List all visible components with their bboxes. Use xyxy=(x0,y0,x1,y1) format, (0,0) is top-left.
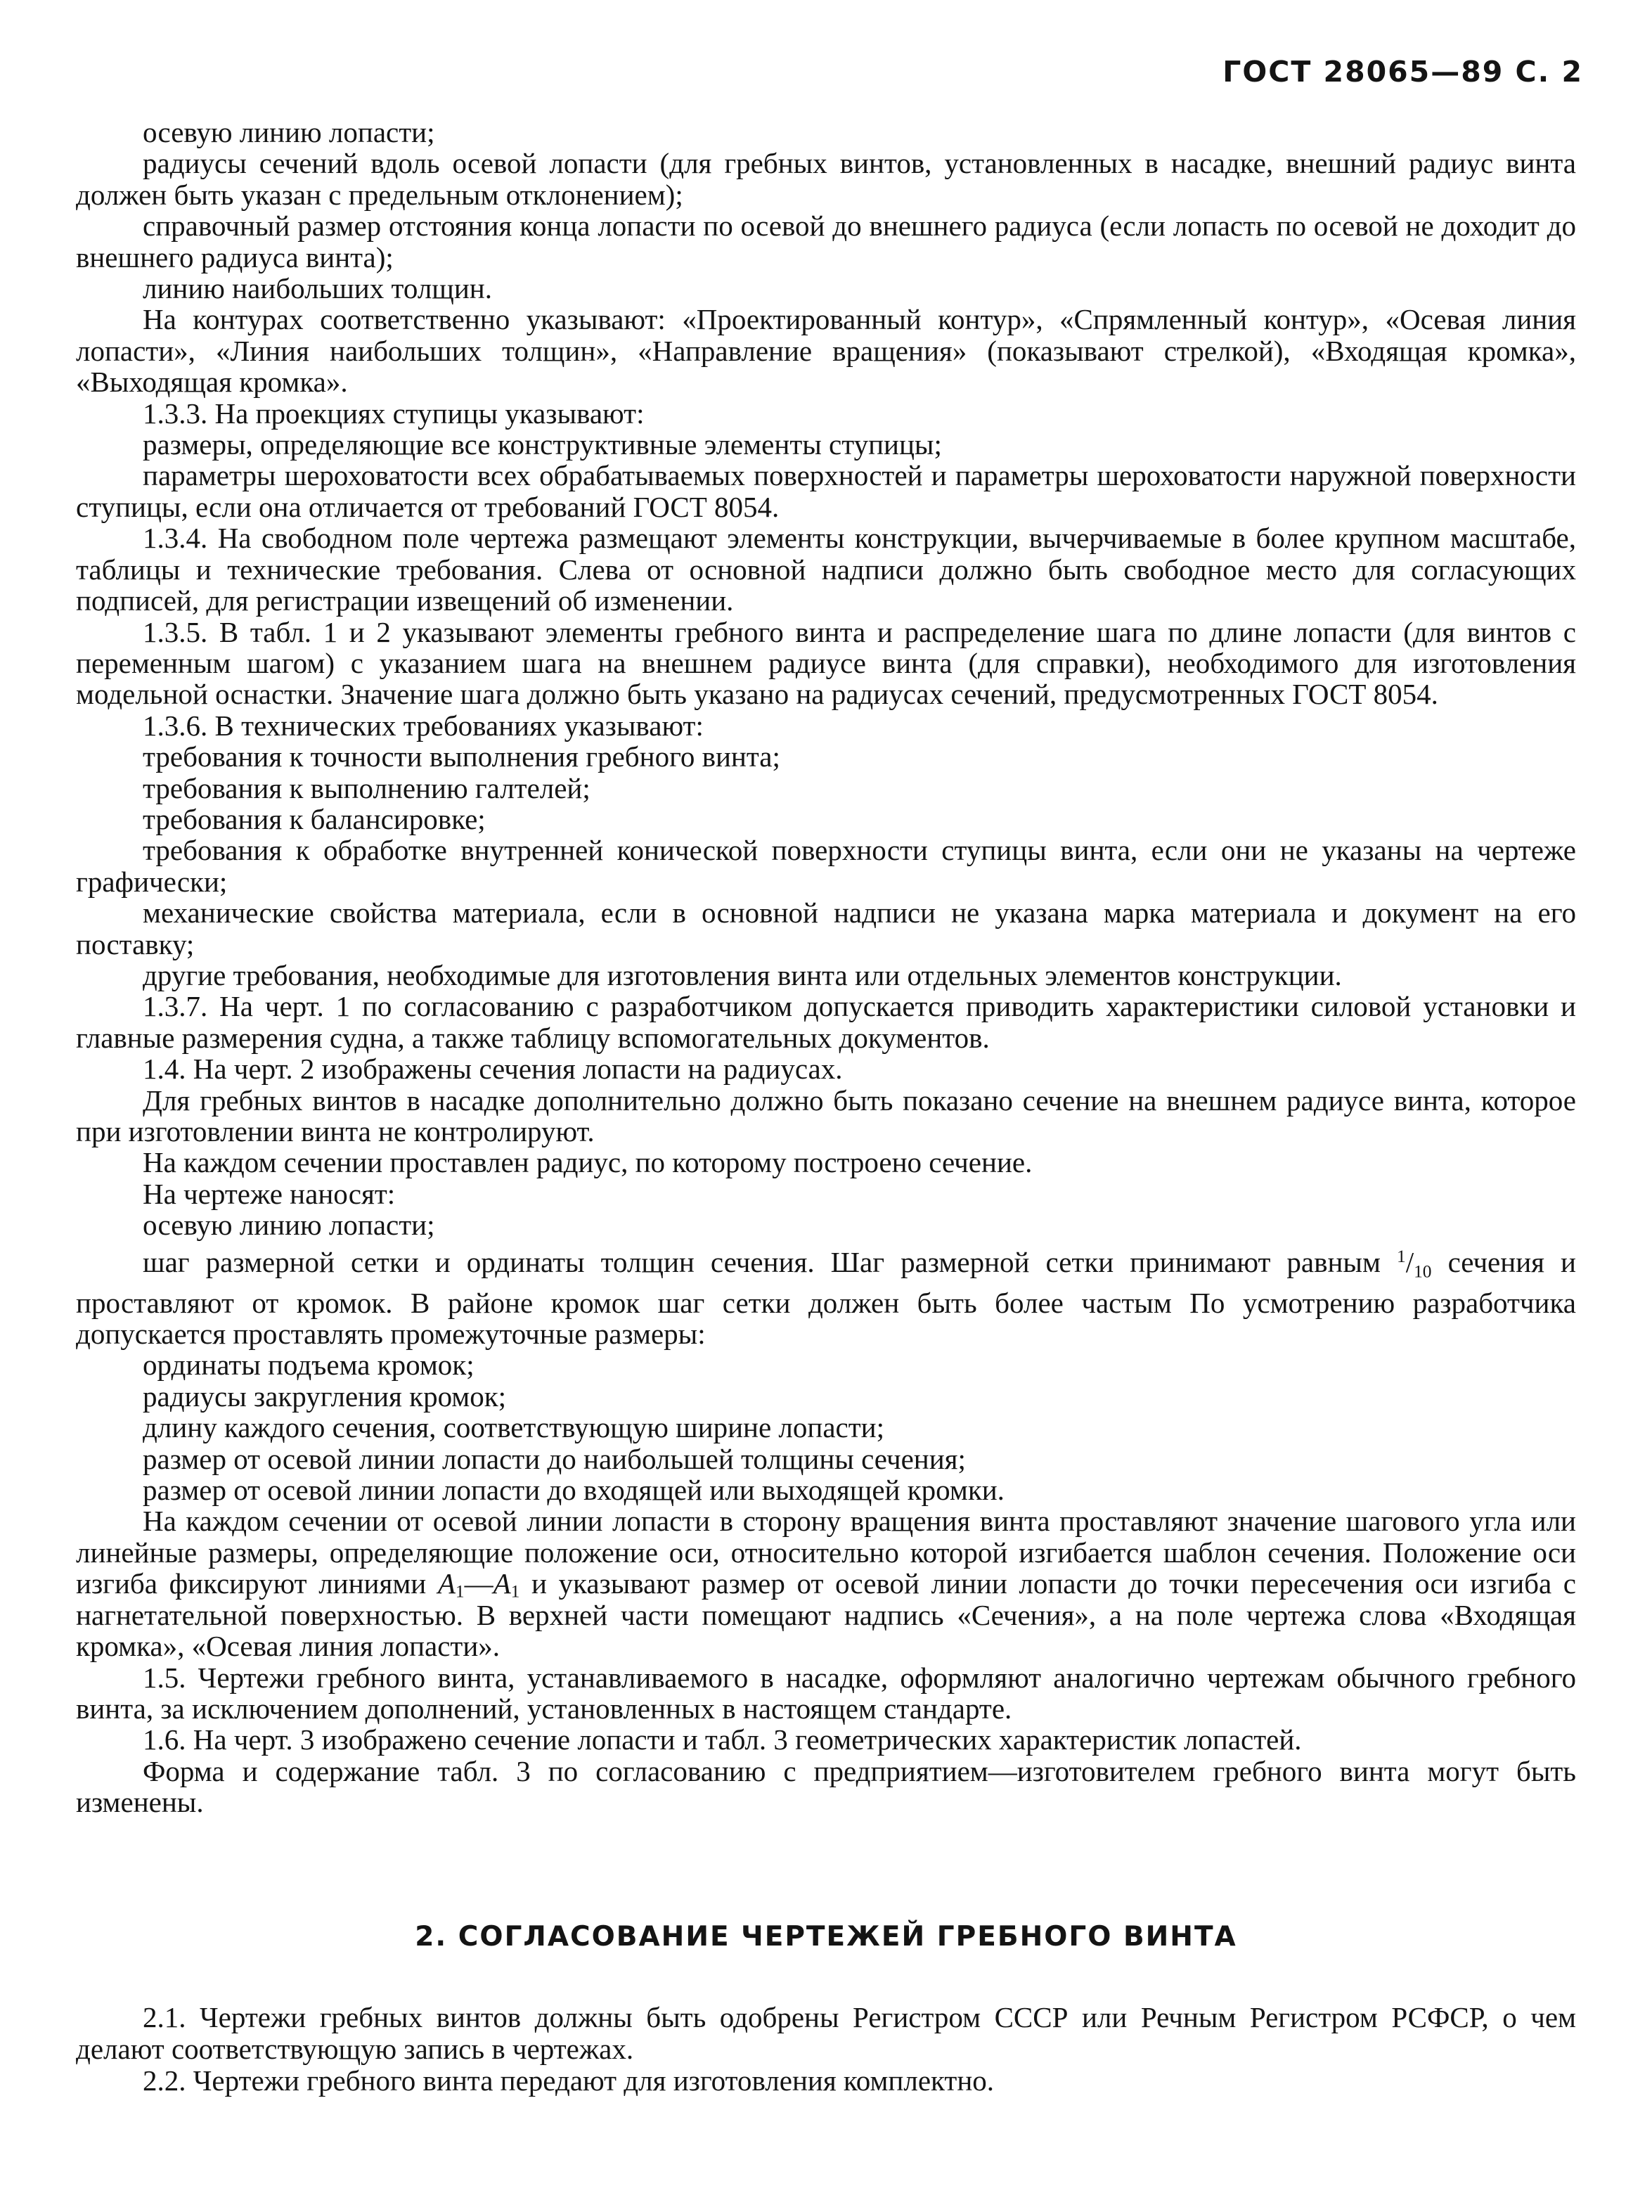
fraction-denominator: 10 xyxy=(1414,1261,1432,1282)
paragraph: 1.3.5. В табл. 1 и 2 указывают элементы гребного винта и распределение шага по длине лопасти (для винтов с переменным шагом) с указанием шага на внешнем радиусе винта (для справки), необходимого для изготовления модельной оснастки. Значение шага должно быть указано на радиусах сечений, предусмотренных ГОСТ 8054. xyxy=(76,615,1576,711)
dash: — xyxy=(464,1567,493,1600)
paragraph: На каждом сечении проставлен радиус, по которому построено сечение. xyxy=(143,1146,1033,1179)
paragraph: радиусы сечений вдоль осевой лопасти (для гребных винтов, установленных в насадке, внешний радиус винта должен быть указан с предельным отклонением); xyxy=(76,147,1576,211)
paragraph: Форма и содержание табл. 3 по согласованию с предприятием—изготовителем гребного винта могут быть изменены. xyxy=(76,1754,1576,1819)
text-run: шаг размерной сетки и ординаты толщин сечения. Шаг размерной сетки принимают равным xyxy=(143,1245,1381,1278)
paragraph: справочный размер отстояния конца лопасти по осевой до внешнего радиуса (если лопасть по осевой не доходит до внешнего радиуса винта); xyxy=(76,210,1576,274)
document-body xyxy=(76,117,1576,1818)
paragraph: 1.3.7. На черт. 1 по согласованию с разработчиком допускается приводить характеристики силовой установки и главные размерения судна, а также таблицу вспомогательных документов. xyxy=(76,990,1576,1054)
paragraph: 1.3.6. В технических требованиях указывают: xyxy=(143,709,704,742)
subscript: 1 xyxy=(510,1581,520,1602)
fraction-numerator: 1 xyxy=(1396,1246,1406,1266)
paragraph: 1.6. На черт. 3 изображено сечение лопасти и табл. 3 геометрических характеристик лопастей. xyxy=(143,1723,1302,1756)
paragraph: параметры шероховатости всех обрабатываемых поверхностей и параметры шероховатости наружной поверхности ступицы, если она отличается от требований ГОСТ 8054. xyxy=(76,459,1576,523)
paragraph-bend-axis xyxy=(76,1505,1576,1661)
page-header: ГОСТ 28065—89 С. 2 xyxy=(1222,55,1583,89)
text-run: На каждом сечении от осевой линии лопасти в сторону вращения винта проставляют значение шагового угла или линейные размеры, определяющие положение оси, относительно которой изгибается шаблон сечения. Положение оси изгиба фиксируют линиями xyxy=(76,1505,1576,1600)
paragraph: 1.3.4. На свободном поле чертежа размещают элементы конструкции, вычерчиваемые в более крупном масштабе, таблицы и технические требования. Слева от основной надписи должно быть свободное место для согласующих подписей, для регистрации извещений об изменении. xyxy=(76,522,1576,617)
paragraph: 1.5. Чертежи гребного винта, устанавливаемого в насадке, оформляют аналогично чертежам обычного гребного винта, за исключением дополнений, установленных в настоящем стандарте. xyxy=(76,1661,1576,1725)
text-run: и указывают размер от осевой линии лопасти до точки пересечения оси изгиба с нагнетательной поверхностью. В верхней части помещают надпись «Сечения», а на поле чертежа слова «Входящая кромка», «Осевая линия лопасти». xyxy=(76,1567,1577,1663)
paragraph: 1.3.3. На проекциях ступицы указывают: xyxy=(143,397,645,430)
paragraph-grid-step xyxy=(76,1241,1576,1350)
section-title: 2. СОГЛАСОВАНИЕ ЧЕРТЕЖЕЙ ГРЕБНОГО ВИНТА xyxy=(415,1921,1237,1953)
paragraph: осевую линию лопасти; xyxy=(143,116,435,148)
paragraph: размеры, определяющие все конструктивные элементы ступицы; xyxy=(143,428,942,461)
paragraph: ординаты подъема кромок; xyxy=(143,1349,475,1382)
text-run: сечения и проставляют от кромок. В районе кромок шаг сетки должен быть более частым По усмотрению разработчика допускается проставлять промежуточные размеры: xyxy=(76,1245,1576,1351)
paragraph: 2.2. Чертежи гребного винта передают для изготовления комплектно. xyxy=(143,2064,995,2097)
paragraph: осевую линию лопасти; xyxy=(143,1209,435,1242)
section-2-body xyxy=(76,2002,1576,2097)
paragraph: размер от осевой линии лопасти до наибольшей толщины сечения; xyxy=(143,1442,966,1475)
paragraph: 2.1. Чертежи гребных винтов должны быть одобрены Регистром СССР или Речным Регистром РСФСР, о чем делают соответствующую запись в чертежах. xyxy=(76,2001,1576,2065)
paragraph: 1.4. На черт. 2 изображены сечения лопасти на радиусах. xyxy=(143,1053,843,1086)
paragraph: требования к точности выполнения гребного винта; xyxy=(143,740,780,773)
paragraph: длину каждого сечения, соответствующую ширине лопасти; xyxy=(143,1411,884,1444)
paragraph: Для гребных винтов в насадке дополнительно должно быть показано сечение на внешнем радиусе винта, которое при изготовлении винта не контролируют. xyxy=(76,1084,1576,1147)
paragraph: другие требования, необходимые для изготовления винта или отдельных элементов конструкции. xyxy=(143,958,1342,991)
paragraph: требования к балансировке; xyxy=(143,802,486,835)
paragraph: На чертеже наносят: xyxy=(143,1177,396,1210)
paragraph: размер от осевой линии лопасти до входящей или выходящей кромки. xyxy=(143,1474,1005,1507)
paragraph: линию наибольших толщин. xyxy=(143,272,492,305)
paragraph: требования к обработке внутренней конической поверхности ступицы винта, если они не указаны на чертеже графически; xyxy=(76,834,1576,898)
fraction: $^1$/10 xyxy=(1396,1245,1432,1282)
paragraph: На контурах соответственно указывают: «Проектированный контур», «Спрямленный контур», «Осевая линия лопасти», «Линия наибольших толщин», «Направление вращения» (показывают стрелкой), «Входящая кромка», «Выходящая кромка». xyxy=(76,303,1576,399)
paragraph: радиусы закругления кромок; xyxy=(143,1380,507,1413)
symbol: A xyxy=(493,1567,511,1600)
symbol: A xyxy=(437,1567,456,1600)
subscript: 1 xyxy=(455,1581,465,1602)
paragraph: требования к выполнению галтелей; xyxy=(143,771,591,804)
paragraph: механические свойства материала, если в основной надписи не указана марка материала и документ на его поставку; xyxy=(76,896,1576,960)
